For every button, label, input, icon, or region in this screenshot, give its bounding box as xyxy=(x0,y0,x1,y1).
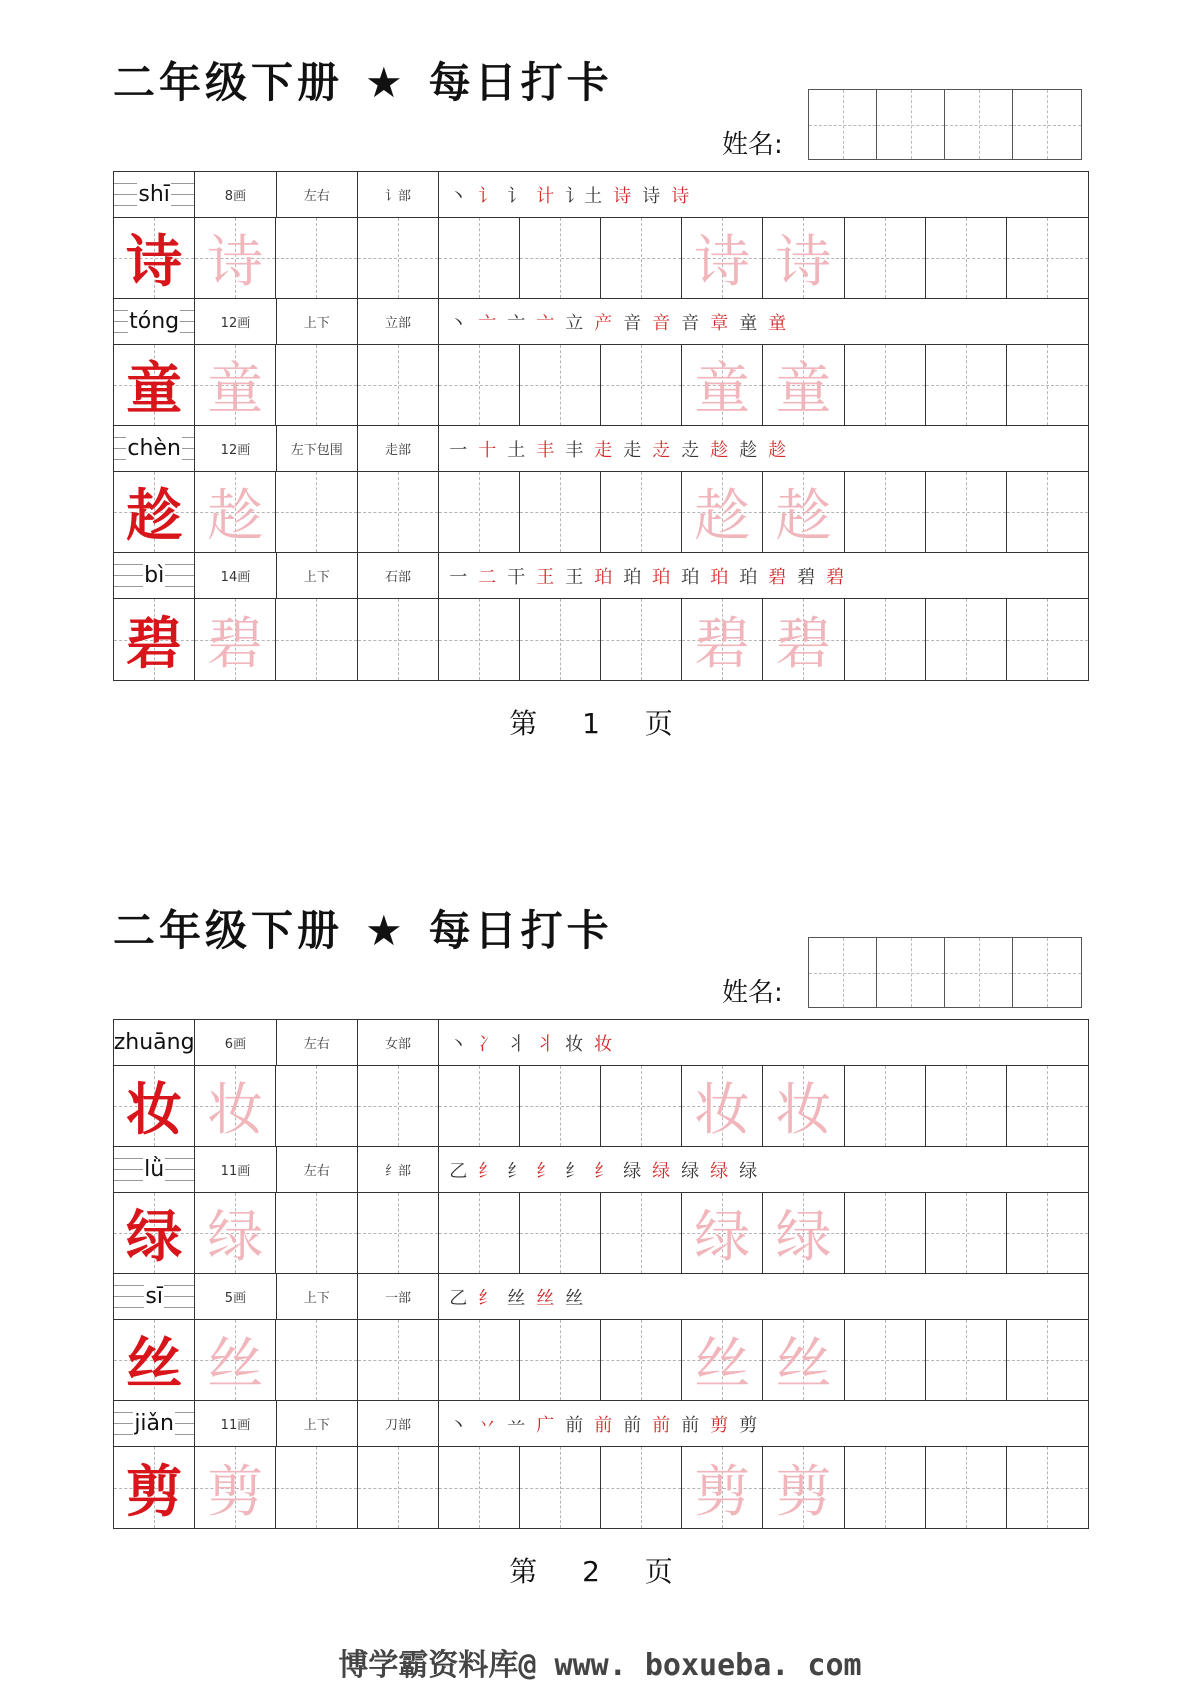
stroke-order xyxy=(439,1274,1088,1319)
trace-char[interactable] xyxy=(763,1066,844,1146)
name-box[interactable] xyxy=(809,90,877,159)
stroke-step: 诗 xyxy=(642,185,662,207)
pinyin-cell xyxy=(114,1147,195,1192)
writing-cell[interactable] xyxy=(520,599,601,680)
writing-cell[interactable] xyxy=(520,1447,601,1528)
name-box[interactable] xyxy=(877,90,945,159)
writing-cell[interactable] xyxy=(276,1320,357,1400)
stroke-step: 珀 xyxy=(652,566,672,588)
writing-cell[interactable] xyxy=(439,599,520,680)
stroke-step: 珀 xyxy=(623,566,643,588)
trace-char[interactable] xyxy=(195,1066,276,1146)
stroke-step: 丝 xyxy=(565,1287,585,1309)
writing-cell[interactable] xyxy=(601,1193,682,1273)
writing-cell[interactable] xyxy=(439,1447,520,1528)
writing-cell[interactable] xyxy=(520,1066,601,1146)
stroke-step: 讠 xyxy=(478,185,498,207)
radical: 讠部 xyxy=(358,172,439,217)
trace-char[interactable] xyxy=(682,1447,763,1528)
writing-cell[interactable] xyxy=(520,472,601,552)
char-glyph: 丝 xyxy=(126,1332,183,1397)
writing-cell[interactable] xyxy=(926,218,1007,298)
stroke-step: 丝 xyxy=(507,1287,527,1309)
structure: 上下 xyxy=(277,1274,358,1319)
structure: 上下 xyxy=(277,1401,358,1446)
trace-char[interactable] xyxy=(195,472,276,552)
writing-row xyxy=(114,1447,1088,1528)
stroke-step: 干 xyxy=(507,566,527,588)
worksheet-title: 二年级下册 ★ 每日打卡 xyxy=(113,58,613,107)
writing-cell[interactable] xyxy=(439,1193,520,1273)
model-char xyxy=(114,1066,195,1146)
writing-cell[interactable] xyxy=(1007,345,1088,425)
writing-cell[interactable] xyxy=(439,472,520,552)
char-glyph: 趁 xyxy=(775,484,832,549)
name-box[interactable] xyxy=(877,938,945,1007)
writing-cell[interactable] xyxy=(520,345,601,425)
name-box[interactable] xyxy=(945,938,1013,1007)
stroke-step: 珀 xyxy=(681,566,701,588)
stroke-step: 纟 xyxy=(507,1160,527,1182)
trace-char[interactable] xyxy=(195,1193,276,1273)
structure: 左右 xyxy=(277,172,358,217)
char-glyph: 碧 xyxy=(126,611,183,677)
char-glyph: 妆 xyxy=(126,1078,183,1143)
stroke-count: 11画 xyxy=(195,1401,276,1446)
char-glyph: 剪 xyxy=(207,1459,264,1525)
pinyin-cell xyxy=(114,553,195,598)
writing-cell[interactable] xyxy=(601,472,682,552)
writing-cell[interactable] xyxy=(926,1193,1007,1273)
pinyin-text: chèn xyxy=(127,436,181,461)
trace-char[interactable] xyxy=(682,1320,763,1400)
stroke-step: 纟 xyxy=(536,1160,556,1182)
writing-cell[interactable] xyxy=(520,1193,601,1273)
trace-char[interactable] xyxy=(763,1320,844,1400)
pinyin-text: bì xyxy=(144,563,165,588)
stroke-step: 亠 xyxy=(507,312,527,334)
trace-char[interactable] xyxy=(763,1193,844,1273)
char-glyph: 丝 xyxy=(694,1332,751,1397)
writing-cell[interactable] xyxy=(845,472,926,552)
writing-cell[interactable] xyxy=(358,218,439,298)
stroke-step: 趁 xyxy=(710,439,730,461)
writing-cell[interactable] xyxy=(276,1066,357,1146)
writing-cell[interactable] xyxy=(926,599,1007,680)
radical: 石部 xyxy=(358,553,439,598)
stroke-step: 亠 xyxy=(536,312,556,334)
stroke-step: 绿 xyxy=(710,1160,730,1182)
writing-cell[interactable] xyxy=(601,1447,682,1528)
char-info-row xyxy=(114,172,1088,218)
stroke-step: 丶 xyxy=(449,1414,469,1436)
stroke-step: 剪 xyxy=(739,1414,759,1436)
writing-cell[interactable] xyxy=(358,1193,439,1273)
writing-cell[interactable] xyxy=(926,1447,1007,1528)
writing-cell[interactable] xyxy=(1007,218,1088,298)
stroke-order xyxy=(439,1020,1088,1065)
char-glyph: 绿 xyxy=(207,1205,264,1270)
writing-cell[interactable] xyxy=(845,345,926,425)
trace-char[interactable] xyxy=(763,599,844,680)
structure: 左下包围 xyxy=(277,426,358,471)
name-box[interactable] xyxy=(1013,938,1081,1007)
writing-cell[interactable] xyxy=(926,1066,1007,1146)
stroke-step: 绿 xyxy=(623,1160,643,1182)
stroke-step: 冫 xyxy=(478,1033,498,1055)
stroke-step: 剪 xyxy=(710,1414,730,1436)
stroke-step: 碧 xyxy=(797,566,817,588)
writing-cell[interactable] xyxy=(601,218,682,298)
writing-row xyxy=(114,1193,1088,1274)
char-glyph: 绿 xyxy=(126,1205,183,1270)
radical: 纟部 xyxy=(358,1147,439,1192)
char-info-row xyxy=(114,426,1088,472)
stroke-step: 土 xyxy=(507,439,527,461)
stroke-step: 碧 xyxy=(826,566,846,588)
char-info-row xyxy=(114,1401,1088,1447)
stroke-order xyxy=(439,426,1088,471)
stroke-step: 绿 xyxy=(739,1160,759,1182)
trace-char[interactable] xyxy=(195,599,276,680)
pinyin-cell xyxy=(114,299,195,344)
name-box[interactable] xyxy=(945,90,1013,159)
pinyin-cell xyxy=(114,1401,195,1446)
pinyin-cell xyxy=(114,172,195,217)
char-glyph: 碧 xyxy=(207,611,264,677)
stroke-step: 丶 xyxy=(449,312,469,334)
writing-row xyxy=(114,218,1088,299)
stroke-order xyxy=(439,553,1088,598)
trace-char[interactable] xyxy=(682,345,763,425)
stroke-step: 纟 xyxy=(478,1160,498,1182)
stroke-step: 妆 xyxy=(565,1033,585,1055)
stroke-step: 赱 xyxy=(681,439,701,461)
writing-cell[interactable] xyxy=(276,472,357,552)
stroke-step: 童 xyxy=(739,312,759,334)
stroke-step: 纟 xyxy=(478,1287,498,1309)
stroke-step: 亠 xyxy=(478,312,498,334)
stroke-step: 珀 xyxy=(739,566,759,588)
writing-cell[interactable] xyxy=(601,599,682,680)
stroke-step: 纟 xyxy=(594,1160,614,1182)
radical: 刀部 xyxy=(358,1401,439,1446)
trace-char[interactable] xyxy=(763,345,844,425)
writing-row xyxy=(114,1320,1088,1401)
stroke-step: 碧 xyxy=(768,566,788,588)
name-box[interactable] xyxy=(809,938,877,1007)
writing-cell[interactable] xyxy=(276,1447,357,1528)
writing-cell[interactable] xyxy=(439,1066,520,1146)
writing-cell[interactable] xyxy=(520,1320,601,1400)
writing-cell[interactable] xyxy=(926,345,1007,425)
stroke-step: 立 xyxy=(565,312,585,334)
char-glyph: 趁 xyxy=(207,484,264,549)
stroke-count: 14画 xyxy=(195,553,276,598)
model-char xyxy=(114,218,195,298)
stroke-step: 产 xyxy=(594,312,614,334)
writing-cell[interactable] xyxy=(439,1320,520,1400)
stroke-step: 音 xyxy=(652,312,672,334)
writing-cell[interactable] xyxy=(276,345,357,425)
writing-row xyxy=(114,599,1088,680)
writing-cell[interactable] xyxy=(1007,472,1088,552)
stroke-step: 十 xyxy=(478,439,498,461)
trace-char[interactable] xyxy=(195,1447,276,1528)
writing-cell[interactable] xyxy=(1007,599,1088,680)
practice-grid xyxy=(113,171,1089,681)
pinyin-cell xyxy=(114,1020,195,1065)
char-info-row xyxy=(114,1147,1088,1193)
trace-char[interactable] xyxy=(195,218,276,298)
stroke-count: 5画 xyxy=(195,1274,276,1319)
char-glyph: 碧 xyxy=(775,611,832,677)
stroke-step: 乙 xyxy=(449,1287,469,1309)
trace-char[interactable] xyxy=(763,1447,844,1528)
worksheet-page-1 xyxy=(0,0,1200,800)
writing-cell[interactable] xyxy=(845,218,926,298)
writing-cell[interactable] xyxy=(358,1320,439,1400)
char-glyph: 诗 xyxy=(694,230,751,295)
stroke-step: 丰 xyxy=(536,439,556,461)
writing-cell[interactable] xyxy=(1007,1066,1088,1146)
page-number: 第 1 页 xyxy=(509,707,691,740)
stroke-step: 二 xyxy=(478,566,498,588)
structure: 左右 xyxy=(277,1020,358,1065)
stroke-count: 12画 xyxy=(195,426,276,471)
stroke-step: 王 xyxy=(565,566,585,588)
trace-char[interactable] xyxy=(195,345,276,425)
trace-char[interactable] xyxy=(682,599,763,680)
structure: 左右 xyxy=(277,1147,358,1192)
writing-cell[interactable] xyxy=(845,1066,926,1146)
model-char xyxy=(114,1193,195,1273)
footer-watermark: 博学霸资料库@ www. boxueba. com xyxy=(338,1648,862,1683)
writing-cell[interactable] xyxy=(358,1066,439,1146)
char-info-row xyxy=(114,1274,1088,1320)
stroke-step: 诗 xyxy=(613,185,633,207)
trace-char[interactable] xyxy=(682,1066,763,1146)
stroke-step: 趁 xyxy=(739,439,759,461)
char-glyph: 剪 xyxy=(775,1459,832,1525)
radical: 女部 xyxy=(358,1020,439,1065)
pinyin-text: tóng xyxy=(129,309,180,334)
writing-cell[interactable] xyxy=(358,599,439,680)
writing-cell[interactable] xyxy=(601,345,682,425)
writing-cell[interactable] xyxy=(276,1193,357,1273)
writing-cell[interactable] xyxy=(358,345,439,425)
worksheet-page-2 xyxy=(0,848,1200,1648)
radical: 走部 xyxy=(358,426,439,471)
stroke-count: 11画 xyxy=(195,1147,276,1192)
pinyin-cell xyxy=(114,1274,195,1319)
stroke-step: 前 xyxy=(623,1414,643,1436)
stroke-step: 珀 xyxy=(710,566,730,588)
radical: 一部 xyxy=(358,1274,439,1319)
char-glyph: 童 xyxy=(775,357,832,422)
writing-cell[interactable] xyxy=(845,1447,926,1528)
stroke-step: 章 xyxy=(710,312,730,334)
stroke-step: 赱 xyxy=(652,439,672,461)
stroke-order xyxy=(439,1147,1088,1192)
stroke-step: 走 xyxy=(594,439,614,461)
name-box[interactable] xyxy=(1013,90,1081,159)
model-char xyxy=(114,472,195,552)
writing-row xyxy=(114,472,1088,553)
writing-cell[interactable] xyxy=(520,218,601,298)
page-number: 第 2 页 xyxy=(509,1555,691,1588)
char-glyph: 丝 xyxy=(775,1332,832,1397)
name-input-boxes[interactable] xyxy=(808,937,1082,1008)
stroke-step: 丬 xyxy=(507,1033,527,1055)
stroke-step: 讠 xyxy=(507,185,527,207)
stroke-step: 广 xyxy=(536,1414,556,1436)
writing-cell[interactable] xyxy=(439,218,520,298)
writing-cell[interactable] xyxy=(601,1320,682,1400)
char-glyph: 诗 xyxy=(207,230,264,295)
stroke-step: 珀 xyxy=(594,566,614,588)
pinyin-text: zhuāng xyxy=(114,1030,195,1055)
char-glyph: 绿 xyxy=(694,1205,751,1270)
name-label: 姓名: xyxy=(722,978,783,1008)
pinyin-text: lǜ xyxy=(144,1157,165,1182)
stroke-step: 一 xyxy=(449,439,469,461)
stroke-step: 诗 xyxy=(671,185,691,207)
name-label: 姓名: xyxy=(722,130,783,160)
writing-cell[interactable] xyxy=(926,1320,1007,1400)
structure: 上下 xyxy=(277,299,358,344)
stroke-count: 6画 xyxy=(195,1020,276,1065)
trace-char[interactable] xyxy=(195,1320,276,1400)
stroke-step: 纟 xyxy=(565,1160,585,1182)
char-info-row xyxy=(114,299,1088,345)
stroke-step: 前 xyxy=(681,1414,701,1436)
char-info-row xyxy=(114,1020,1088,1066)
stroke-step: 䒑 xyxy=(507,1414,527,1436)
star-icon: ★ xyxy=(365,906,407,955)
char-glyph: 丝 xyxy=(207,1332,264,1397)
stroke-step: 绿 xyxy=(652,1160,672,1182)
stroke-step: 讠土 xyxy=(565,185,604,207)
pinyin-cell xyxy=(114,426,195,471)
writing-cell[interactable] xyxy=(276,599,357,680)
structure: 上下 xyxy=(277,553,358,598)
char-glyph: 妆 xyxy=(694,1078,751,1143)
stroke-step: 丝 xyxy=(536,1287,556,1309)
radical: 立部 xyxy=(358,299,439,344)
writing-cell[interactable] xyxy=(358,1447,439,1528)
char-glyph: 童 xyxy=(207,357,264,422)
stroke-step: 绿 xyxy=(681,1160,701,1182)
writing-cell[interactable] xyxy=(926,472,1007,552)
writing-cell[interactable] xyxy=(1007,1447,1088,1528)
writing-cell[interactable] xyxy=(845,1320,926,1400)
stroke-step: 一 xyxy=(449,566,469,588)
stroke-step: 乙 xyxy=(449,1160,469,1182)
writing-cell[interactable] xyxy=(358,472,439,552)
pinyin-text: sī xyxy=(145,1284,163,1309)
model-char xyxy=(114,1320,195,1400)
char-glyph: 趁 xyxy=(694,484,751,549)
name-input-boxes[interactable] xyxy=(808,89,1082,160)
writing-cell[interactable] xyxy=(601,1066,682,1146)
writing-row xyxy=(114,345,1088,426)
stroke-order xyxy=(439,1401,1088,1446)
star-icon: ★ xyxy=(365,58,407,107)
char-info-row xyxy=(114,553,1088,599)
char-glyph: 童 xyxy=(694,357,751,422)
stroke-count: 12画 xyxy=(195,299,276,344)
writing-cell[interactable] xyxy=(1007,1193,1088,1273)
stroke-step: 前 xyxy=(594,1414,614,1436)
writing-cell[interactable] xyxy=(439,345,520,425)
model-char xyxy=(114,1447,195,1528)
stroke-step: 妆 xyxy=(594,1033,614,1055)
char-glyph: 剪 xyxy=(126,1459,183,1525)
writing-cell[interactable] xyxy=(845,599,926,680)
stroke-count: 8画 xyxy=(195,172,276,217)
stroke-order xyxy=(439,172,1088,217)
char-glyph: 诗 xyxy=(775,230,832,295)
stroke-step: 丬 xyxy=(536,1033,556,1055)
writing-cell[interactable] xyxy=(845,1193,926,1273)
stroke-step: 前 xyxy=(652,1414,672,1436)
stroke-step: 趁 xyxy=(768,439,788,461)
stroke-step: 计 xyxy=(536,185,556,207)
stroke-step: 丷 xyxy=(478,1414,498,1436)
stroke-step: 音 xyxy=(681,312,701,334)
pinyin-text: shī xyxy=(138,182,170,207)
trace-char[interactable] xyxy=(682,218,763,298)
char-glyph: 童 xyxy=(126,357,183,422)
stroke-step: 童 xyxy=(768,312,788,334)
worksheet-title: 二年级下册 ★ 每日打卡 xyxy=(113,906,613,955)
stroke-step: 丰 xyxy=(565,439,585,461)
trace-char[interactable] xyxy=(763,218,844,298)
stroke-step: 王 xyxy=(536,566,556,588)
trace-char[interactable] xyxy=(682,472,763,552)
stroke-step: 丶 xyxy=(449,185,469,207)
trace-char[interactable] xyxy=(763,472,844,552)
trace-char[interactable] xyxy=(682,1193,763,1273)
char-glyph: 妆 xyxy=(775,1078,832,1143)
model-char xyxy=(114,599,195,680)
stroke-step: 前 xyxy=(565,1414,585,1436)
model-char xyxy=(114,345,195,425)
stroke-step: 音 xyxy=(623,312,643,334)
pinyin-text: jiǎn xyxy=(134,1411,174,1436)
char-glyph: 趁 xyxy=(126,484,183,549)
char-glyph: 碧 xyxy=(694,611,751,677)
char-glyph: 妆 xyxy=(207,1078,264,1143)
stroke-order xyxy=(439,299,1088,344)
writing-row xyxy=(114,1066,1088,1147)
practice-grid xyxy=(113,1019,1089,1529)
stroke-step: 丶 xyxy=(449,1033,469,1055)
writing-cell[interactable] xyxy=(276,218,357,298)
stroke-step: 走 xyxy=(623,439,643,461)
char-glyph: 诗 xyxy=(126,230,183,295)
writing-cell[interactable] xyxy=(1007,1320,1088,1400)
char-glyph: 剪 xyxy=(694,1459,751,1525)
char-glyph: 绿 xyxy=(775,1205,832,1270)
